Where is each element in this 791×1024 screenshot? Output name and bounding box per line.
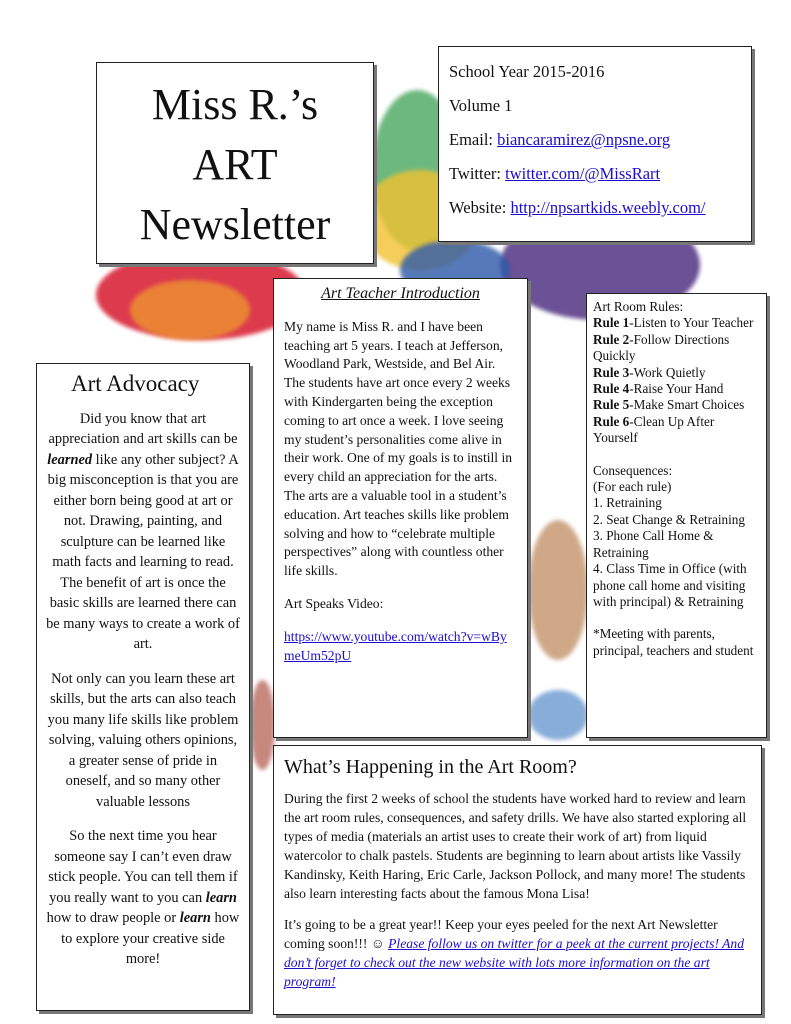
rule-text: -Work Quietly <box>629 364 706 380</box>
happening-heading: What’s Happening in the Art Room? <box>284 756 577 778</box>
advocacy-p1-text-b: like any other subject? A big misconception is that you are either born being good at art or not. Drawing, painting, and sculpture can be learned like math facts and learning to read. The benefit of art is once the basic skills are learned there can be many ways to create a work of art. <box>46 451 240 652</box>
advocacy-p3-emphasis-2: learn <box>179 910 211 926</box>
volume: Volume 1 <box>449 96 513 115</box>
rule-text: -Raise Your Hand <box>629 381 724 397</box>
rule-item <box>593 414 760 447</box>
rule-text: -Listen to Your Teacher <box>629 315 754 331</box>
rule-label: Rule 5 <box>593 397 630 413</box>
advocacy-p3-text-c: how to explore your creative side more! <box>61 910 240 967</box>
advocacy-p1-text-a: Did you know that art appreciation and art skills can be <box>48 410 238 447</box>
contact-info-box <box>438 46 752 242</box>
school-year: School Year 2015-2016 <box>449 62 605 81</box>
rule-text: -Clean Up After Yourself <box>593 413 715 446</box>
follow-twitter-link[interactable]: Please follow us on twitter for a peek at the current projects! And don’t forget to check out the new website with lots more information on the art program! <box>284 936 745 989</box>
whats-happening-box <box>273 745 762 1015</box>
rule-text: -Follow Directions Quickly <box>593 331 730 364</box>
meeting-note: *Meeting with parents, principal, teachers and student <box>593 626 754 658</box>
happening-p2-text: It’s going to be a great year!! Keep your eyes peeled for the next Art Newsletter coming soon!!! ☺ <box>284 917 718 951</box>
video-label: Art Speaks Video: <box>284 595 384 611</box>
teacher-intro-box <box>273 278 528 738</box>
twitter-link[interactable]: twitter.com/@MissRart <box>505 164 661 183</box>
website-link[interactable]: http://npsartkids.weebly.com/ <box>510 198 706 217</box>
consequence-item: 4. Class Time in Office (with phone call home and visiting with principal) & Retraining <box>593 561 747 609</box>
consequences-heading: Consequences: <box>593 462 673 478</box>
title-line-1: Miss R.’s <box>151 80 319 129</box>
website-row <box>449 191 741 225</box>
email-label: Email: <box>449 130 493 149</box>
advocacy-p3-text-a: So the next time you hear someone say I can’t even draw stick people. You can tell them if you really want to you can <box>48 828 238 906</box>
rule-label: Rule 2 <box>593 331 630 347</box>
rule-label: Rule 3 <box>593 364 630 380</box>
twitter-label: Twitter: <box>449 164 501 183</box>
happening-paragraph-2 <box>284 915 751 991</box>
rule-item <box>593 381 760 397</box>
rule-text: -Make Smart Choices <box>629 397 745 413</box>
advocacy-paragraph-3 <box>45 826 241 970</box>
consequences-subheading: (For each rule) <box>593 479 672 495</box>
advocacy-heading: Art Advocacy <box>71 371 200 396</box>
happening-paragraph-1: During the first 2 weeks of school the students have worked hard to review and learn the art room rules, consequences, and safety drills. We have also started exploring all types of media (materials an artist uses to create their work of art) from liquid watercolor to chalk pastels. Students are beginning to learn about artists like Vassily Kandinsky, Keith Haring, Eric Carle, Jackson Pollock, and many more! The students also learn interesting facts about the famous Mona Lisa! <box>284 791 747 901</box>
rule-item <box>593 315 760 331</box>
newsletter-title-box <box>96 62 374 264</box>
twitter-row <box>449 157 741 191</box>
rule-label: Rule 1 <box>593 315 630 331</box>
title-line-3: Newsletter <box>139 200 331 249</box>
consequence-item: 1. Retraining <box>593 495 662 511</box>
advocacy-paragraph-2: Not only can you learn these art skills, but the arts can also teach you many life skills like problem solving, valuing others opinions, a greater sense of pride in oneself, and so many other valuable lessons <box>47 670 239 810</box>
intro-body: My name is Miss R. and I have been teaching art 5 years. I teach at Jefferson, Woodland Park, Westside, and Bel Air. The students have art once every 2 weeks with Kindergarten being the exception coming to art once a week. I love seeing my student’s personalities come alive in their work. One of my goals is to instill in every child an appreciation for the arts. The arts are a valuable tool in a student’s education. Art teaches skills like problem solving and how to “celebrate multiple perspectives” along with countless other life skills. <box>284 318 513 579</box>
website-label: Website: <box>449 198 507 217</box>
rule-item <box>593 332 760 365</box>
video-link[interactable]: https://www.youtube.com/watch?v=wBymeUm52pU <box>284 628 507 663</box>
rule-label: Rule 6 <box>593 413 630 429</box>
consequence-item: 2. Seat Change & Retraining <box>593 511 745 527</box>
rule-item <box>593 397 760 413</box>
consequences-list <box>593 495 760 610</box>
intro-heading: Art Teacher Introduction <box>321 285 480 302</box>
art-room-rules-box <box>586 293 767 738</box>
rule-label: Rule 4 <box>593 381 630 397</box>
advocacy-p1-emphasis: learned <box>47 451 93 468</box>
advocacy-p3-emphasis-1: learn <box>205 889 237 906</box>
rule-item <box>593 365 760 381</box>
video-link-row <box>284 628 517 666</box>
art-advocacy-box <box>36 363 250 1011</box>
advocacy-paragraph-1 <box>45 409 241 655</box>
rules-heading: Art Room Rules: <box>593 299 684 314</box>
consequence-item: 3. Phone Call Home & Retraining <box>593 528 714 560</box>
title-line-2: ART <box>192 140 278 189</box>
advocacy-p3-text-b: how to draw people or <box>46 910 180 926</box>
email-row <box>449 123 741 157</box>
email-link[interactable]: biancaramirez@npsne.org <box>497 130 671 149</box>
rules-list <box>593 315 760 446</box>
